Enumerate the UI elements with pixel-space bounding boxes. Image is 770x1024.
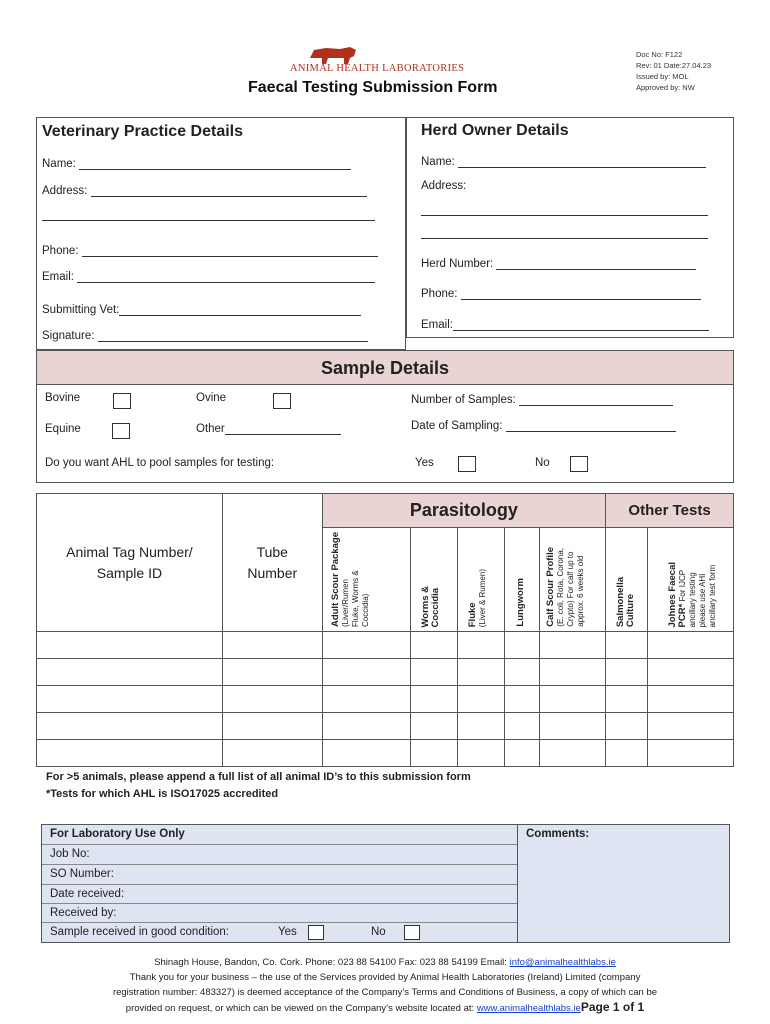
condition-yes-label: Yes — [278, 926, 297, 938]
test-cell[interactable] — [322, 686, 411, 713]
test-cell[interactable] — [458, 686, 505, 713]
fluke-sub: (Liver & Rumen) — [478, 568, 488, 628]
herd-number-label: Herd Number: — [421, 258, 494, 270]
sample-details-section — [36, 385, 734, 483]
pool-question: Do you want AHL to pool samples for testing: — [45, 457, 275, 469]
test-cell[interactable] — [322, 740, 411, 767]
footer-line4: provided on request, or which can be viewed on the Company’s website located at: — [125, 1003, 475, 1014]
calf-scour-sub1: (E. coli, Rota, Corona, — [556, 548, 566, 628]
job-row[interactable] — [42, 844, 517, 864]
calf-scour-sub3: approx. 6 weeks old — [576, 555, 586, 628]
herd-phone-label: Phone: — [421, 288, 458, 300]
pool-yes-label: Yes — [415, 457, 434, 469]
vet-address-field[interactable] — [91, 185, 367, 197]
so-row[interactable] — [42, 864, 517, 884]
col-fluke — [458, 528, 505, 632]
footer — [30, 955, 740, 1016]
parasitology-header — [322, 494, 605, 528]
condition-yes-checkbox[interactable] — [308, 925, 324, 940]
tag-cell[interactable] — [37, 659, 223, 686]
received-by-row[interactable] — [42, 903, 517, 923]
test-cell[interactable] — [505, 632, 540, 659]
johnes-sub3: please use AHI — [698, 573, 708, 628]
test-cell[interactable] — [458, 740, 505, 767]
test-cell[interactable] — [540, 659, 606, 686]
coccidia-label: Coccidia — [430, 587, 442, 628]
table-row — [37, 632, 734, 659]
table-row — [37, 740, 734, 767]
col-calf-scour — [540, 528, 606, 632]
herd-number-field[interactable] — [496, 258, 696, 270]
adult-scour-label: Adult Scour Package — [329, 532, 341, 628]
test-cell[interactable] — [648, 632, 734, 659]
test-cell[interactable] — [458, 632, 505, 659]
calf-scour-sub2: Crypto) For calf up to — [566, 551, 576, 628]
culture-label: Culture — [625, 593, 637, 628]
lab-use-section — [41, 824, 730, 943]
test-cell[interactable] — [606, 740, 648, 767]
submitting-vet-field[interactable] — [119, 304, 361, 316]
test-cell[interactable] — [411, 632, 458, 659]
tube-cell[interactable] — [222, 713, 322, 740]
header-animal-tag — [37, 494, 223, 632]
condition-no-label: No — [371, 926, 386, 938]
num-samples-label: Number of Samples: — [411, 394, 516, 406]
johnes-sub4: ancillary test form — [708, 564, 718, 628]
johnes-sub2: ancillary testing — [688, 571, 698, 628]
doc-number: Doc No: F122 — [636, 50, 683, 59]
test-cell[interactable] — [411, 686, 458, 713]
condition-row — [42, 922, 517, 943]
test-cell[interactable] — [606, 686, 648, 713]
herd-address-label: Address: — [421, 180, 467, 192]
bovine-label: Bovine — [45, 392, 81, 404]
herd-email-label: Email: — [421, 319, 453, 331]
test-cell[interactable] — [322, 632, 411, 659]
col-salmonella — [606, 528, 648, 632]
tube-cell[interactable] — [222, 740, 322, 767]
other-label: Other — [196, 423, 225, 435]
test-cell[interactable] — [648, 686, 734, 713]
herd-name-field[interactable] — [458, 156, 706, 168]
pool-no-checkbox[interactable] — [570, 456, 588, 472]
submitting-vet-label: Submitting Vet: — [42, 304, 120, 316]
date-received-label: Date received: — [50, 888, 125, 900]
tag-cell[interactable] — [37, 632, 223, 659]
test-cell[interactable] — [322, 659, 411, 686]
ovine-label: Ovine — [196, 392, 227, 404]
vet-phone-label: Phone: — [42, 245, 79, 257]
herd-address-line1[interactable] — [421, 215, 708, 216]
animal-tag-heading: Animal Tag Number/ Sample ID — [66, 543, 193, 581]
herd-owner-heading: Herd Owner Details — [421, 122, 569, 139]
test-cell[interactable] — [322, 713, 411, 740]
herd-address-line2[interactable] — [421, 238, 708, 239]
johnes-sub1: For IJCP — [678, 569, 688, 602]
sample-details-band — [36, 350, 734, 385]
test-cell[interactable] — [540, 686, 606, 713]
test-cell[interactable] — [606, 659, 648, 686]
logo — [290, 44, 482, 78]
herd-name-label: Name: — [421, 156, 455, 168]
test-cell[interactable] — [606, 632, 648, 659]
form-title: Faecal Testing Submission Form — [248, 79, 498, 96]
vet-address-line2[interactable] — [42, 220, 375, 221]
vet-practice-section — [36, 117, 406, 350]
test-cell[interactable] — [411, 740, 458, 767]
sample-details-heading: Sample Details — [320, 358, 450, 378]
test-cell[interactable] — [505, 713, 540, 740]
footer-website-link[interactable]: www.animalhealthlabs.ie — [476, 1003, 581, 1014]
fluke-label: Fluke — [467, 602, 479, 628]
vet-name-field[interactable] — [79, 158, 351, 170]
herd-phone-field[interactable] — [461, 288, 701, 300]
col-adult-scour — [322, 528, 411, 632]
lab-use-heading: For Laboratory Use Only — [50, 828, 185, 840]
footer-email-link[interactable]: info@animalhealthlabs.ie — [509, 957, 616, 968]
equine-checkbox[interactable] — [112, 423, 130, 439]
test-cell[interactable] — [505, 686, 540, 713]
header-tube-number — [222, 494, 322, 632]
date-sampling-field[interactable] — [506, 420, 676, 432]
vet-name-label: Name: — [42, 158, 76, 170]
append-list-note: For >5 animals, please append a full list of all animal ID’s to this submission form — [46, 771, 471, 783]
worms-label: Worms & — [420, 585, 432, 628]
doc-info — [636, 49, 711, 93]
logo-text: ANIMAL HEALTH LABORATORIES — [290, 63, 465, 74]
job-label: Job No: — [50, 848, 90, 860]
table-row — [37, 659, 734, 686]
test-cell[interactable] — [505, 659, 540, 686]
col-worms-coccidia — [411, 528, 458, 632]
so-label: SO Number: — [50, 868, 114, 880]
tag-cell[interactable] — [37, 740, 223, 767]
tag-cell[interactable] — [37, 713, 223, 740]
page-number: Page 1 of 1 — [580, 1000, 645, 1014]
parasitology-heading: Parasitology — [409, 500, 518, 520]
lungworm-label: Lungworm — [515, 578, 527, 628]
received-by-label: Received by: — [50, 907, 117, 919]
herd-owner-section — [406, 117, 734, 338]
table-row — [37, 686, 734, 713]
ovine-checkbox[interactable] — [273, 393, 291, 409]
johnes-label: Johnes Faecal — [667, 561, 679, 628]
test-cell[interactable] — [411, 659, 458, 686]
bovine-checkbox[interactable] — [113, 393, 131, 409]
condition-label: Sample received in good condition: — [50, 926, 230, 938]
tube-cell[interactable] — [222, 632, 322, 659]
doc-issued-by: Issued by: MOL — [636, 72, 689, 81]
adult-scour-sub2: Fluke, Worms & — [350, 570, 360, 628]
tube-cell[interactable] — [222, 686, 322, 713]
signature-label: Signature: — [42, 330, 95, 342]
test-cell[interactable] — [458, 659, 505, 686]
other-tests-heading: Other Tests — [628, 502, 711, 519]
other-tests-header — [606, 494, 734, 528]
tag-cell[interactable] — [37, 686, 223, 713]
test-cell[interactable] — [540, 713, 606, 740]
col-johnes — [648, 528, 734, 632]
vet-email-field[interactable] — [77, 271, 375, 283]
vet-practice-heading: Veterinary Practice Details — [42, 123, 244, 140]
num-samples-field[interactable] — [519, 394, 673, 406]
comments-label: Comments: — [526, 828, 590, 840]
col-lungworm — [505, 528, 540, 632]
accreditation-note: *Tests for which AHL is ISO17025 accredited — [46, 788, 279, 800]
date-received-row[interactable] — [42, 884, 517, 904]
doc-revision: Rev: 01 Date:27.04.23 — [636, 61, 712, 70]
vet-address-label: Address: — [42, 185, 88, 197]
footer-address: Shinagh House, Bandon, Co. Cork. Phone: 023 88 54100 Fax: 023 88 54199 Email: — [154, 957, 507, 968]
test-cell[interactable] — [606, 713, 648, 740]
doc-approved-by: Approved by: NW — [636, 83, 695, 92]
table-row — [37, 713, 734, 740]
test-table — [36, 493, 734, 767]
lab-divider — [517, 825, 518, 942]
test-cell[interactable] — [648, 713, 734, 740]
test-cell[interactable] — [411, 713, 458, 740]
test-cell[interactable] — [648, 659, 734, 686]
adult-scour-sub3: Coccidia) — [360, 593, 370, 628]
calf-scour-label: Calf Scour Profile — [545, 547, 557, 628]
test-cell[interactable] — [458, 713, 505, 740]
test-cell[interactable] — [540, 632, 606, 659]
footer-line2: Thank you for your business – the use of the Services provided by Animal Health Laboratories (Ireland) Limited (company — [129, 972, 641, 983]
tube-number-heading: Tube Number — [247, 543, 298, 581]
salmonella-label: Salmonella — [615, 576, 627, 628]
condition-no-checkbox[interactable] — [404, 925, 420, 940]
johnes-pcr-label: PCR* — [677, 603, 689, 628]
equine-label: Equine — [45, 423, 81, 435]
herd-email-field[interactable] — [453, 319, 709, 331]
footer-line3: registration number: 483327) is deemed acceptance of the Company’s Terms and Conditions of Business, a copy of which can be — [112, 987, 658, 998]
vet-phone-field[interactable] — [82, 245, 378, 257]
pool-yes-checkbox[interactable] — [458, 456, 476, 472]
date-sampling-label: Date of Sampling: — [411, 420, 503, 432]
adult-scour-sub1: (Liver/Rumen — [340, 579, 350, 628]
pool-no-label: No — [535, 457, 550, 469]
test-cell[interactable] — [505, 740, 540, 767]
tube-cell[interactable] — [222, 659, 322, 686]
vet-email-label: Email: — [42, 271, 74, 283]
test-cell[interactable] — [540, 740, 606, 767]
signature-field[interactable] — [98, 330, 368, 342]
test-cell[interactable] — [648, 740, 734, 767]
other-field[interactable] — [225, 423, 341, 435]
